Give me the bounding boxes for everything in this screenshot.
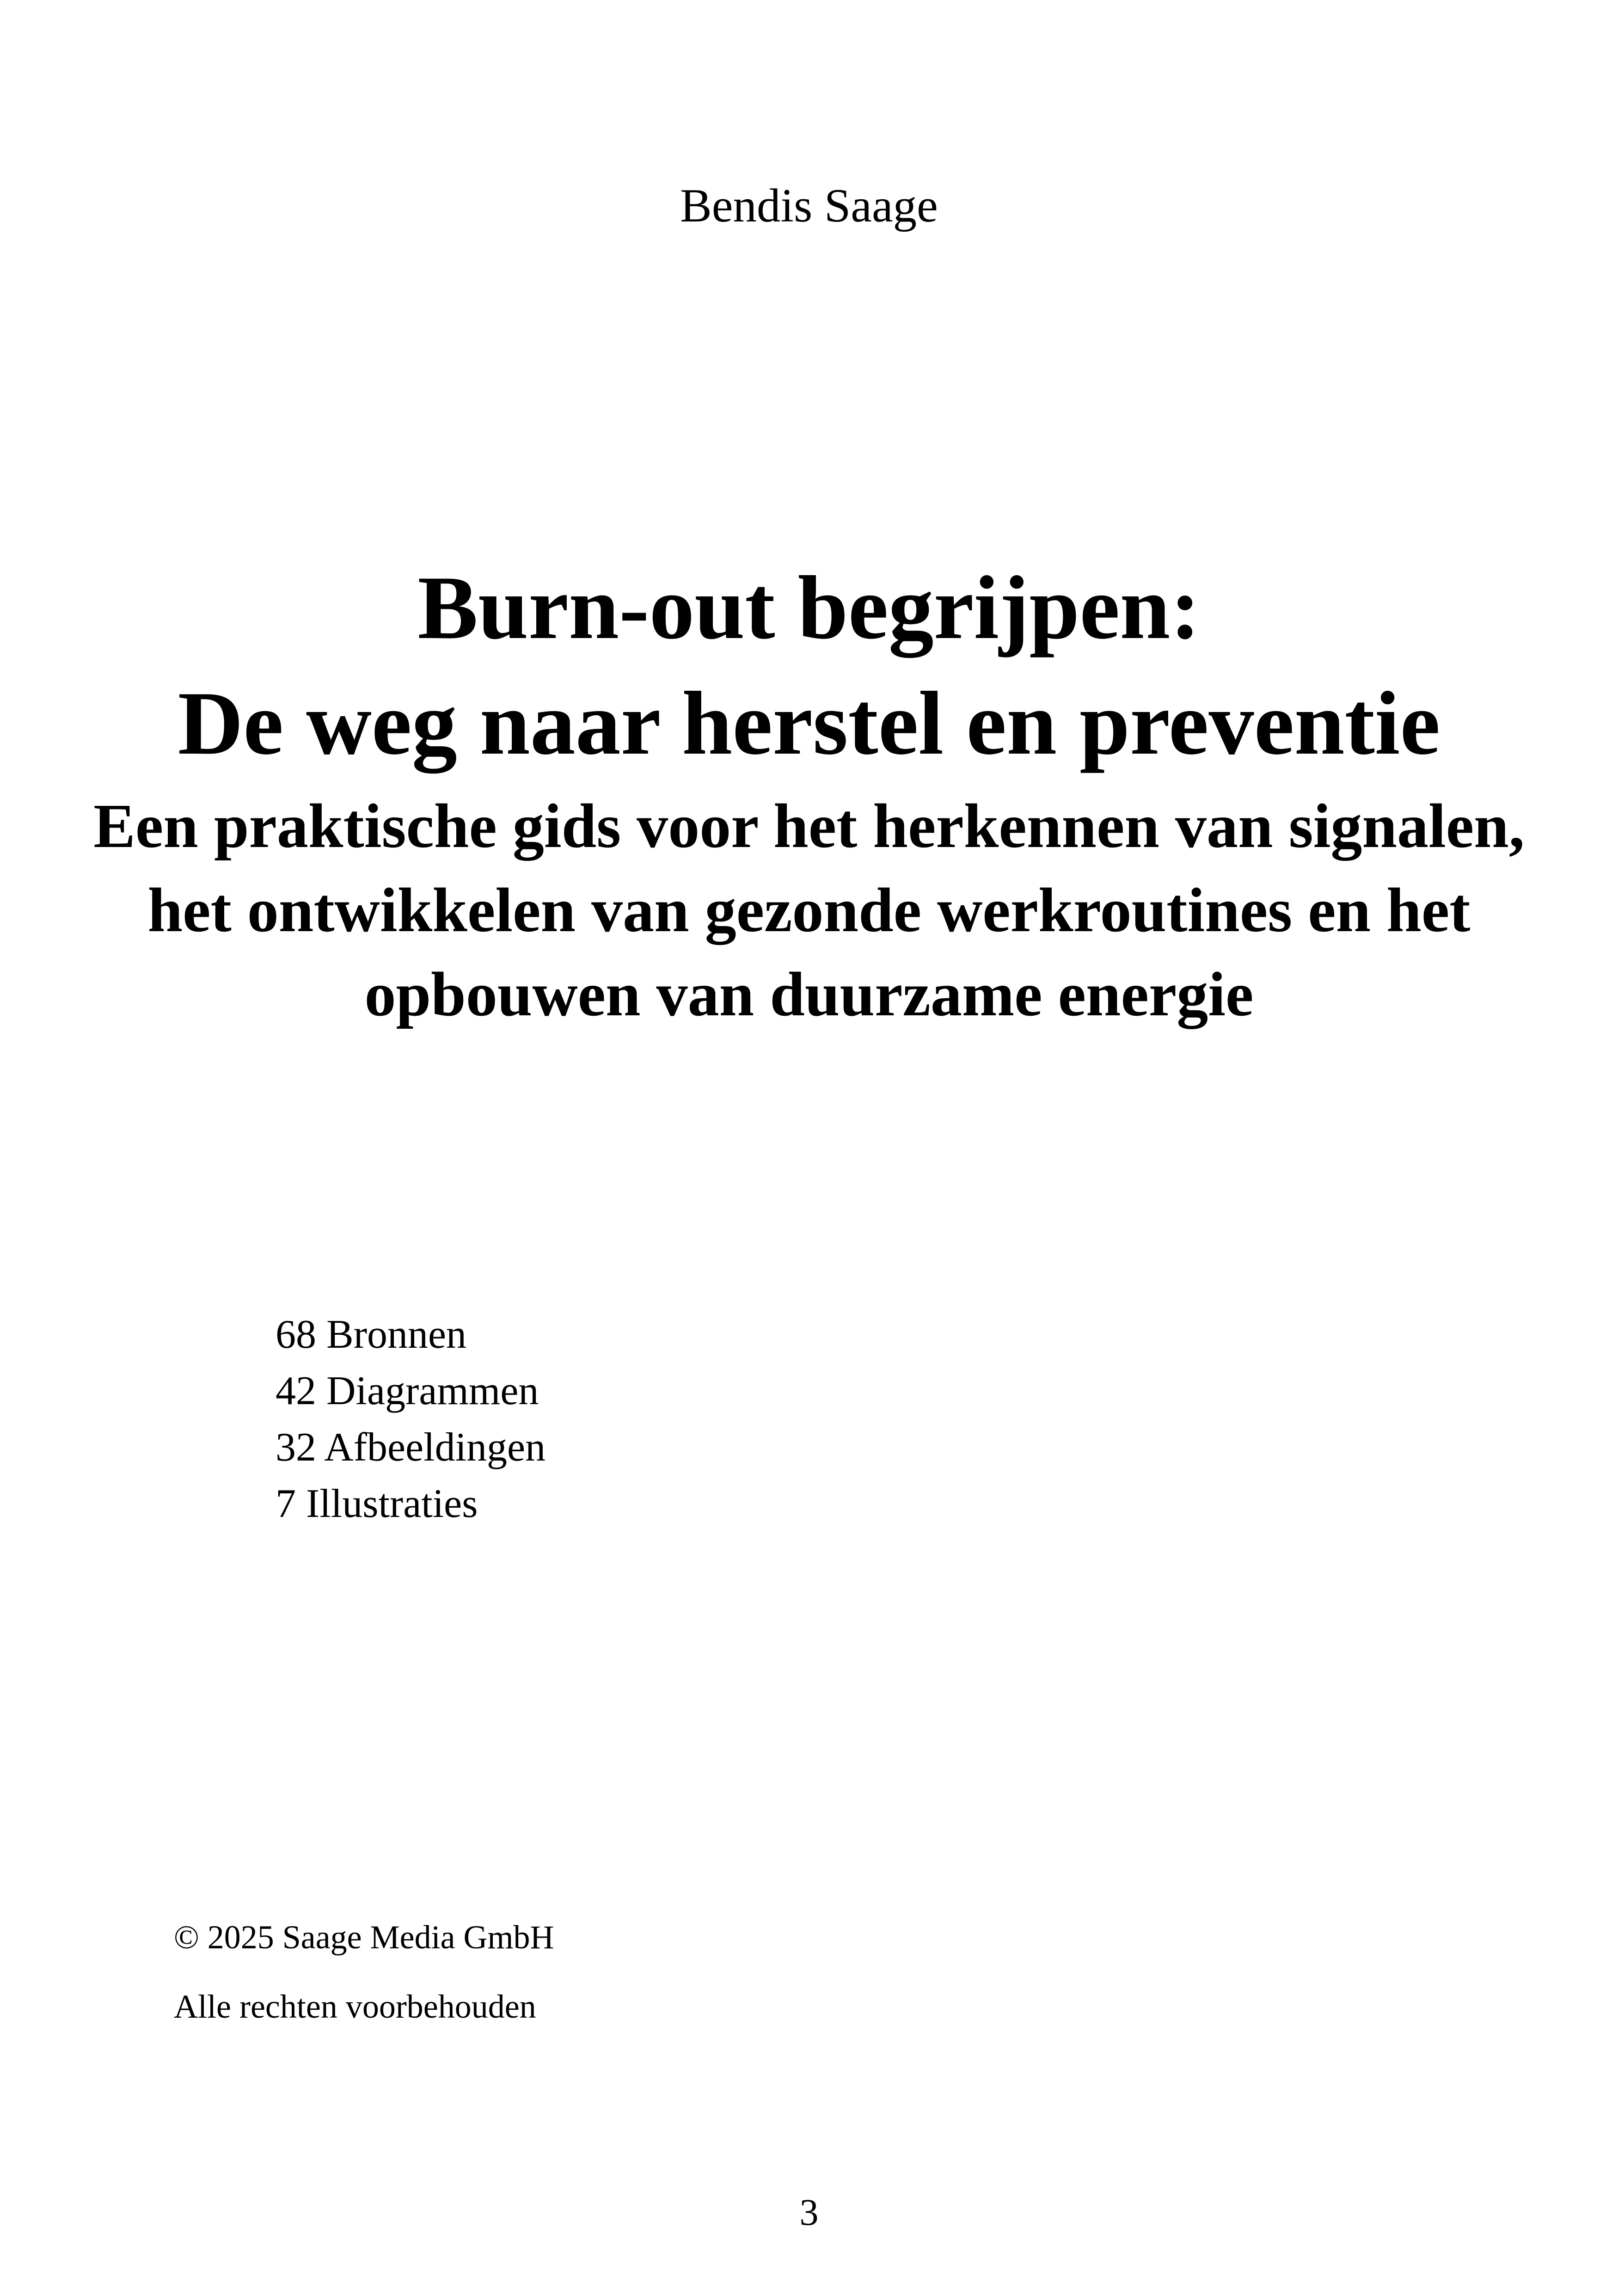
stat-diagrams: 42 Diagrammen <box>276 1369 539 1413</box>
stat-illustrations: 7 Illustraties <box>276 1481 478 1526</box>
content-stats-list <box>276 1307 545 1532</box>
author-name: Bendis Saage <box>680 179 938 232</box>
page-number: 3 <box>799 2191 819 2233</box>
stat-sources: 68 Bronnen <box>276 1312 467 1357</box>
copyright-notice: © 2025 Saage Media GmbH <box>174 1919 554 1956</box>
stat-images: 32 Afbeeldingen <box>276 1425 546 1470</box>
title-line-1: Burn-out begrijpen: <box>417 558 1201 658</box>
title-line-2: De weg naar herstel en preventie <box>178 673 1440 774</box>
rights-reserved: Alle rechten voorbehouden <box>174 1988 536 2025</box>
title-block <box>92 550 1526 1037</box>
subtitle: Een praktische gids voor het herkennen van signalen, het ontwikkelen van gezonde werkroutines en het opbouwen van duurzame energie <box>93 792 1525 1029</box>
